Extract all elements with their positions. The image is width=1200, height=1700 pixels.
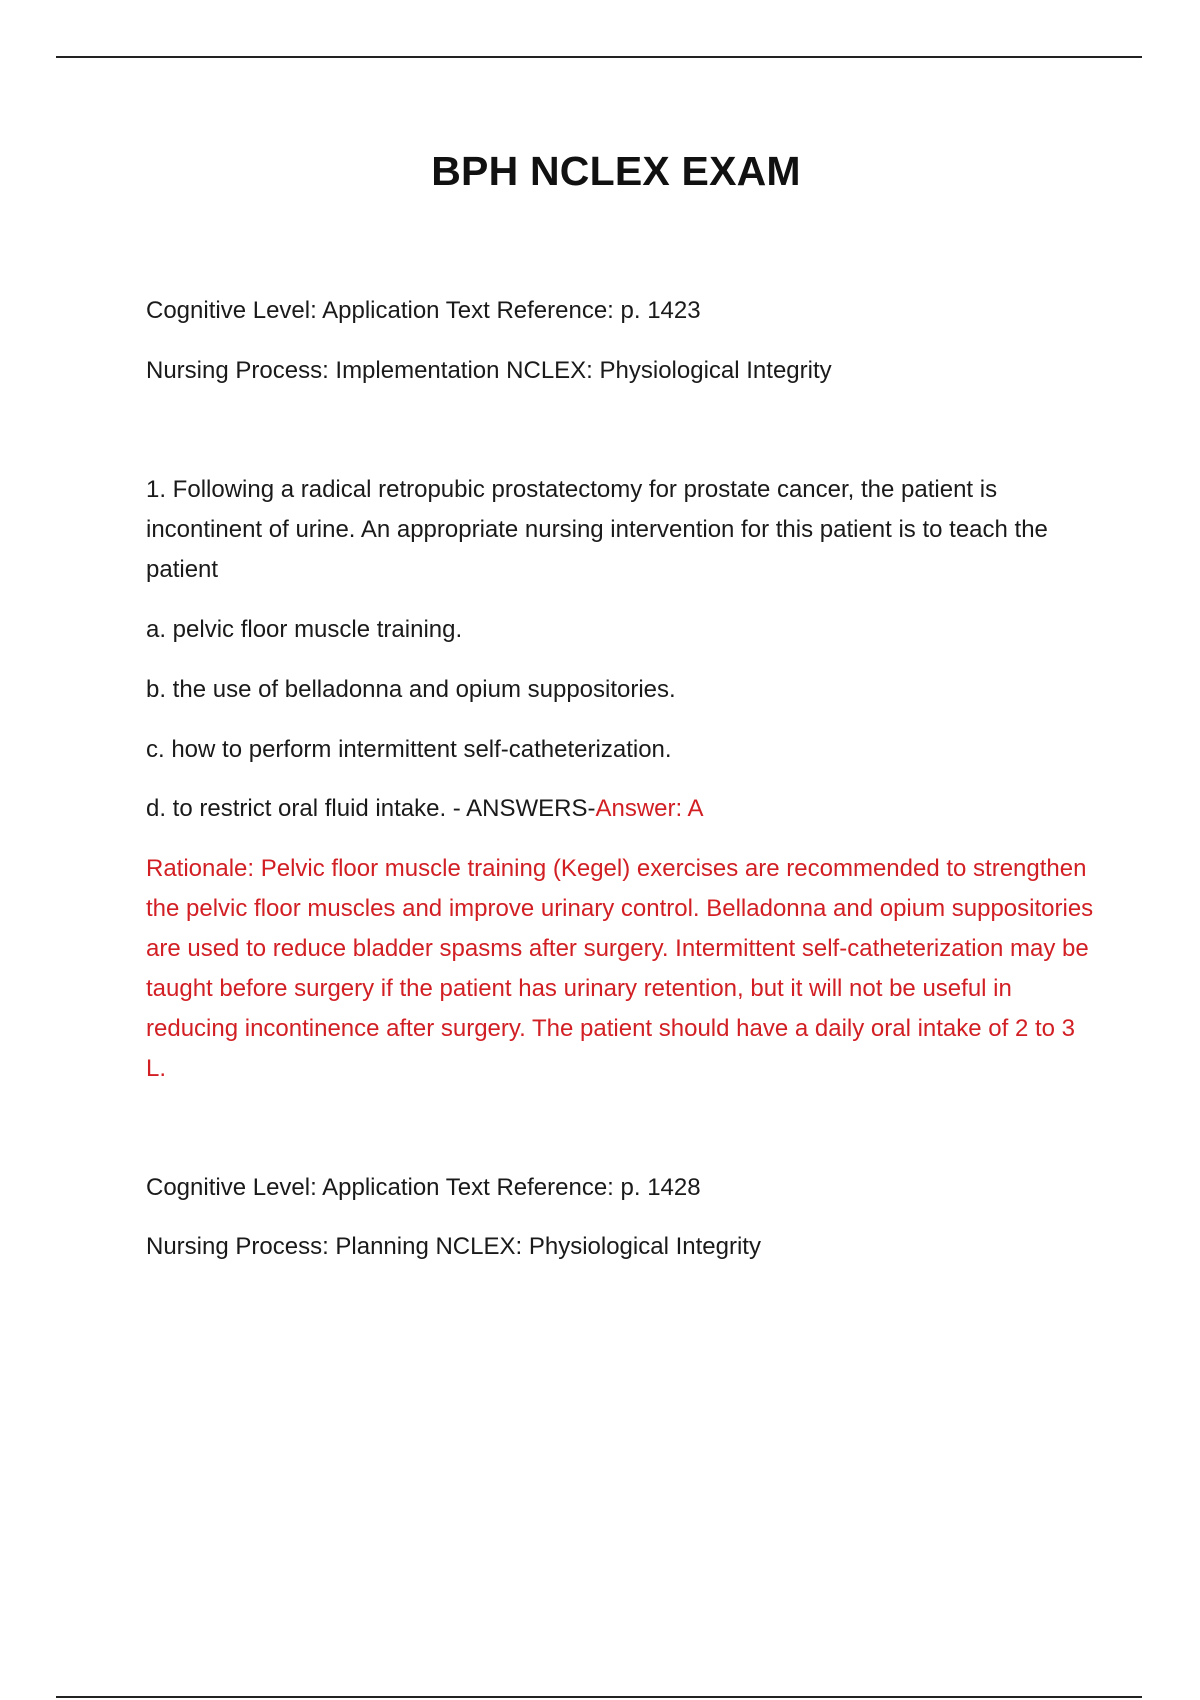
- question-1-stem: 1. Following a radical retropubic prostatectomy for prostate cancer, the patient is incontinent of urine. An appropriate nursing intervention for this patient is to teach the patient: [146, 476, 1048, 583]
- option-c: c. how to perform intermittent self-catheterization.: [146, 736, 672, 763]
- page-title: BPH NCLEX EXAM: [431, 148, 801, 194]
- nursing-process-line-1: Nursing Process: Implementation NCLEX: Physiological Integrity: [146, 357, 832, 384]
- cognitive-level-line-1: Cognitive Level: Application Text Reference: p. 1423: [146, 297, 701, 324]
- option-a: a. pelvic floor muscle training.: [146, 616, 463, 643]
- option-b: b. the use of belladonna and opium suppositories.: [146, 676, 676, 703]
- cognitive-level-line-2: Cognitive Level: Application Text Reference: p. 1428: [146, 1174, 701, 1201]
- option-d: [146, 797, 704, 821]
- option-d-text: d. to restrict oral fluid intake. - ANSWERS-: [146, 795, 596, 822]
- answer-text: Answer: A: [595, 795, 704, 822]
- top-divider: [56, 56, 1142, 58]
- rationale: Rationale: Pelvic floor muscle training (Kegel) exercises are recommended to strengthen the pelvic floor muscles and improve urinary control. Belladonna and opium suppositories are used to reduce bladder spasms after surgery. Intermittent self-catheterization may be taught before surgery if the patient has urinary retention, but it will not be useful in reducing incontinence after surgery. The patient should have a daily oral intake of 2 to 3 L.: [146, 855, 1094, 1082]
- bottom-divider: [56, 1696, 1142, 1698]
- nursing-process-line-2: Nursing Process: Planning NCLEX: Physiological Integrity: [146, 1233, 761, 1260]
